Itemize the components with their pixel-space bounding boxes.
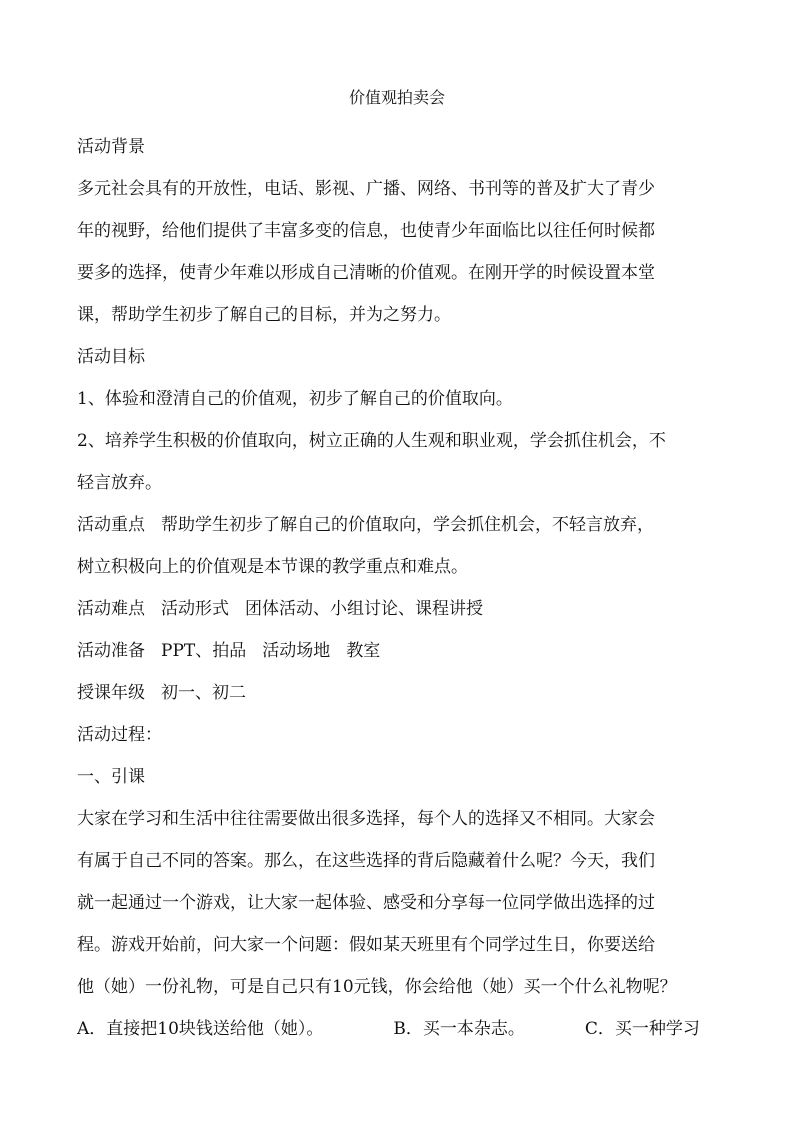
option-a: A．直接把10块钱送给他（她）。 [77,1019,324,1039]
focus-row [77,504,725,546]
intro-paragraph-line: 有属于自己不同的答案。那么，在这些选择的背后隐藏着什么呢？今天，我们 [77,851,655,871]
form-value: 团体活动、小组讨论、课程讲授 [245,599,483,619]
options-row [77,1008,725,1050]
grade-label: 授课年级 [77,683,145,703]
focus-label: 活动重点 [77,515,145,535]
intro-paragraph-line: 程。游戏开始前，问大家一个问题：假如某天班里有个同学过生日，你要送给 [77,935,655,955]
background-heading: 活动背景 [77,137,145,157]
grade-row [77,672,725,714]
difficulty-label: 活动难点 [77,599,145,619]
document-body [77,126,725,1050]
prep-row [77,630,725,672]
background-paragraph-line: 课，帮助学生初步了解自己的目标，并为之努力。 [77,305,451,325]
grade-value: 初一、初二 [161,683,246,703]
goals-heading: 活动目标 [77,347,145,367]
prep-value: PPT、拍品 [161,641,247,661]
document-title: 价值观拍卖会 [348,88,445,107]
background-paragraph-line: 要多的选择，使青少年难以形成自己清晰的价值观。在刚开学的时候设置本堂 [77,263,655,283]
background-paragraph-line: 年的视野，给他们提供了丰富多变的信息，也使青少年面临比以往任何时候都 [77,221,655,241]
goal-item-2-line: 2、培养学生积极的价值取向，树立正确的人生观和职业观，学会抓住机会，不 [77,431,666,451]
option-b: B．买一本杂志。 [393,1019,525,1039]
goal-item-1: 1、体验和澄清自己的价值观，初步了解自己的价值取向。 [77,389,513,409]
intro-paragraph-line: 他（她）一份礼物，可是自己只有10元钱，你会给他（她）买一个什么礼物呢？ [77,977,677,997]
venue-label: 活动场地 [262,641,331,661]
option-c: C．买一种学习 [584,1019,700,1039]
goal-item-2-line: 轻言放弃。 [77,473,162,493]
venue-value: 教室 [346,641,381,661]
focus-text: 帮助学生初步了解自己的价值取向，学会抓住机会，不轻言放弃， [161,515,654,535]
intro-paragraph-line: 就一起通过一个游戏，让大家一起体验、感受和分享每一位同学做出选择的过 [77,893,655,913]
focus-text-continued: 树立积极向上的价值观是本节课的教学重点和难点。 [77,557,468,577]
section-1-heading: 一、引课 [77,767,145,787]
form-label: 活动形式 [161,599,229,619]
prep-label: 活动准备 [77,641,145,661]
process-heading: 活动过程： [77,725,162,745]
background-paragraph-line: 多元社会具有的开放性，电话、影视、广播、网络、书刊等的普及扩大了青少 [77,179,655,199]
difficulty-row [77,588,725,630]
intro-paragraph-line: 大家在学习和生活中往往需要做出很多选择，每个人的选择又不相同。大家会 [77,809,655,829]
